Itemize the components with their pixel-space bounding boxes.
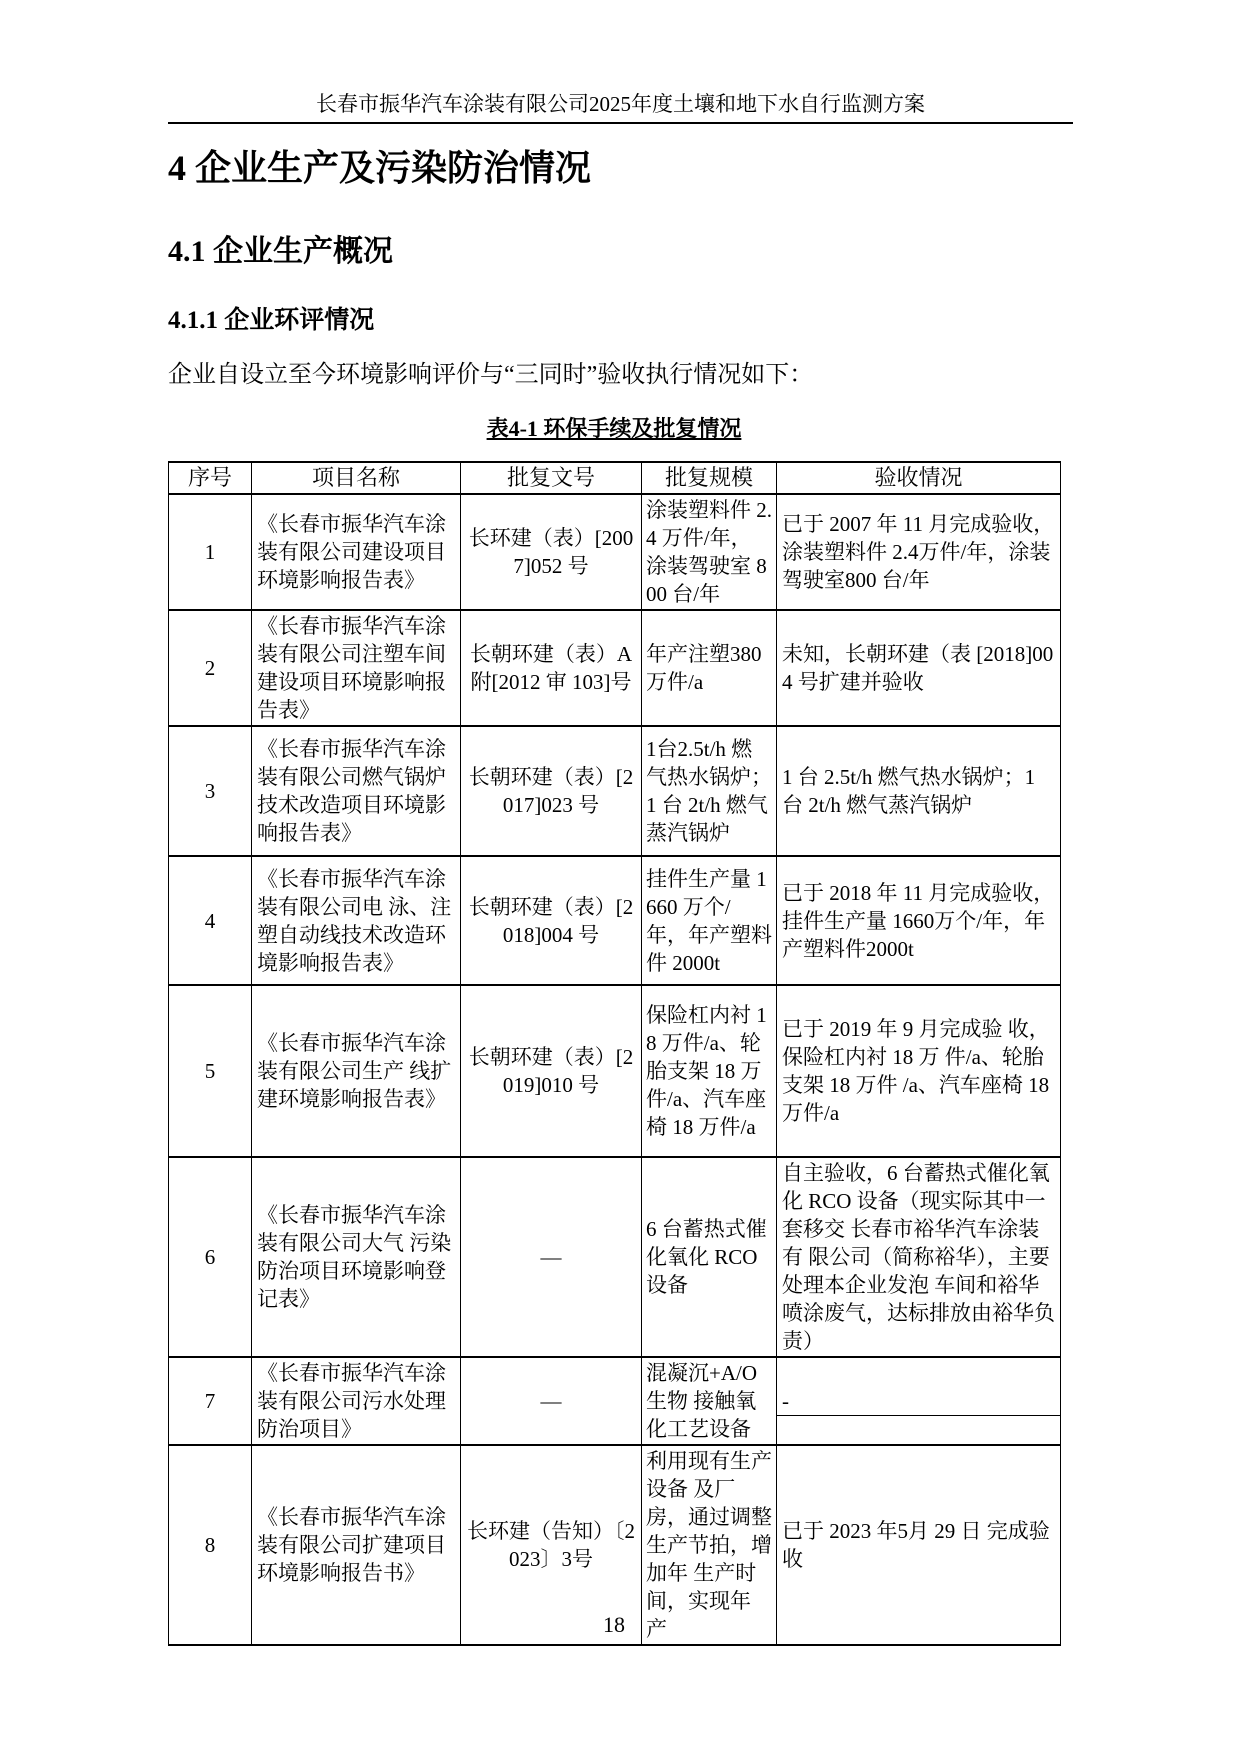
heading-subsection: 4.1.1 企业环评情况 [168, 307, 375, 334]
table-cell: 1 [169, 494, 252, 610]
table-cell: 长朝环建（表）A 附[2012 审 103]号 [461, 610, 642, 726]
column-header: 批复规模 [642, 462, 777, 494]
table-cell: 6 台蓄热式催化氧化 RCO 设备 [642, 1157, 777, 1357]
table-cell: 涂装塑料件 2.4 万件/年，涂装驾驶室 800 台/年 [642, 494, 777, 610]
table-cell: 已于 2023 年5月 29 日 完成验收 [777, 1445, 1061, 1645]
table-row [169, 1157, 1061, 1357]
table-cell: 《长春市振华汽车涂装有限公司扩建项目环境影响报告书》 [252, 1445, 461, 1645]
table-row [169, 985, 1061, 1157]
table-body [169, 494, 1061, 1645]
page-number: 18 [603, 1612, 625, 1637]
document-header [168, 92, 1073, 124]
table-cell: — [461, 1157, 642, 1357]
table-cell: 年产注塑380 万件/a [642, 610, 777, 726]
table-row [169, 1357, 1061, 1445]
table-cell: 3 [169, 726, 252, 856]
intro-paragraph: 企业自设立至今环境影响评价与“三同时”验收执行情况如下： [168, 362, 814, 388]
table-row [169, 726, 1061, 856]
table-cell: 《长春市振华汽车涂装有限公司生产 线扩建环境影响报告表》 [252, 985, 461, 1157]
column-header: 项目名称 [252, 462, 461, 494]
table-cell: 已于 2018 年 11 月完成验收，挂件生产量 1660万个/年，年产塑料件2000t [777, 856, 1061, 985]
table-cell: 《长春市振华汽车涂装有限公司大气 污染防治项目环境影响登记表》 [252, 1157, 461, 1357]
table-header-row [169, 462, 1061, 494]
table-cell: - [777, 1357, 1061, 1445]
table-caption: 表4-1 环保手续及批复情况 [486, 416, 742, 441]
table-head [169, 462, 1061, 494]
column-header: 序号 [169, 462, 252, 494]
table-cell: 《长春市振华汽车涂装有限公司电 泳、注塑自动线技术改造环境影响报告表》 [252, 856, 461, 985]
table-cell: 已于 2007 年 11 月完成验收，涂装塑料件 2.4万件/年，涂装驾驶室800 台/年 [777, 494, 1061, 610]
table-row [169, 610, 1061, 726]
table-cell: 6 [169, 1157, 252, 1357]
table-cell: 8 [169, 1445, 252, 1645]
column-header: 批复文号 [461, 462, 642, 494]
heading-chapter: 4 企业生产及污染防治情况 [168, 148, 592, 188]
heading-section: 4.1 企业生产概况 [168, 235, 393, 268]
table-row [169, 494, 1061, 610]
table-row [169, 856, 1061, 985]
table-cell: 长朝环建（表）[2017]023 号 [461, 726, 642, 856]
table-cell: 利用现有生产设备 及厂房，通过调整生产节拍，增加年 生产时间，实现年 产 [642, 1445, 777, 1645]
document-header-title: 长春市振华汽车涂装有限公司2025年度土壤和地下水自行监测方案 [316, 92, 925, 116]
table-cell: 自主验收，6 台蓄热式催化氧化 RCO 设备（现实际其中一套移交 长春市裕华汽车涂装有 限公司（简称裕华），主要处理本企业发泡 车间和裕华喷涂废气，达标排放由裕华负责） [777, 1157, 1061, 1357]
table-cell: 混凝沉+A/O 生物 接触氧化工艺设备 [642, 1357, 777, 1445]
approval-table [168, 461, 1061, 1646]
table-cell: 1台2.5t/h 燃气热水锅炉；1 台 2t/h 燃气蒸汽锅炉 [642, 726, 777, 856]
table-cell: 7 [169, 1357, 252, 1445]
table-cell: 《长春市振华汽车涂装有限公司注塑车间建设项目环境影响报告表》 [252, 610, 461, 726]
table-cell: 保险杠内衬 18 万件/a、轮胎支架 18 万件/a、汽车座椅 18 万件/a [642, 985, 777, 1157]
table-cell: 《长春市振华汽车涂装有限公司污水处理防治项目》 [252, 1357, 461, 1445]
table-cell: 已于 2019 年 9 月完成验 收，保险杠内衬 18 万 件/a、轮胎支架 18 万件 /a、汽车座椅 18 万件/a [777, 985, 1061, 1157]
table-cell: 挂件生产量 1660 万个/年，年产塑料件 2000t [642, 856, 777, 985]
table-cell: 5 [169, 985, 252, 1157]
table-cell: 1 台 2.5t/h 燃气热水锅炉；1 台 2t/h 燃气蒸汽锅炉 [777, 726, 1061, 856]
table-cell: 2 [169, 610, 252, 726]
table-cell: 4 [169, 856, 252, 985]
table-cell: 《长春市振华汽车涂装有限公司建设项目环境影响报告表》 [252, 494, 461, 610]
table-cell: 长环建（告知）〔2023〕3号 [461, 1445, 642, 1645]
table-cell: 长朝环建（表）[2019]010 号 [461, 985, 642, 1157]
table-cell: 未知，长朝环建（表 [2018]004 号扩建并验收 [777, 610, 1061, 726]
column-header: 验收情况 [777, 462, 1061, 494]
table-cell: 《长春市振华汽车涂装有限公司燃气锅炉技术改造项目环境影响报告表》 [252, 726, 461, 856]
table-cell: 长环建（表）[2007]052 号 [461, 494, 642, 610]
table-cell: — [461, 1357, 642, 1445]
table-cell: 长朝环建（表）[2018]004 号 [461, 856, 642, 985]
